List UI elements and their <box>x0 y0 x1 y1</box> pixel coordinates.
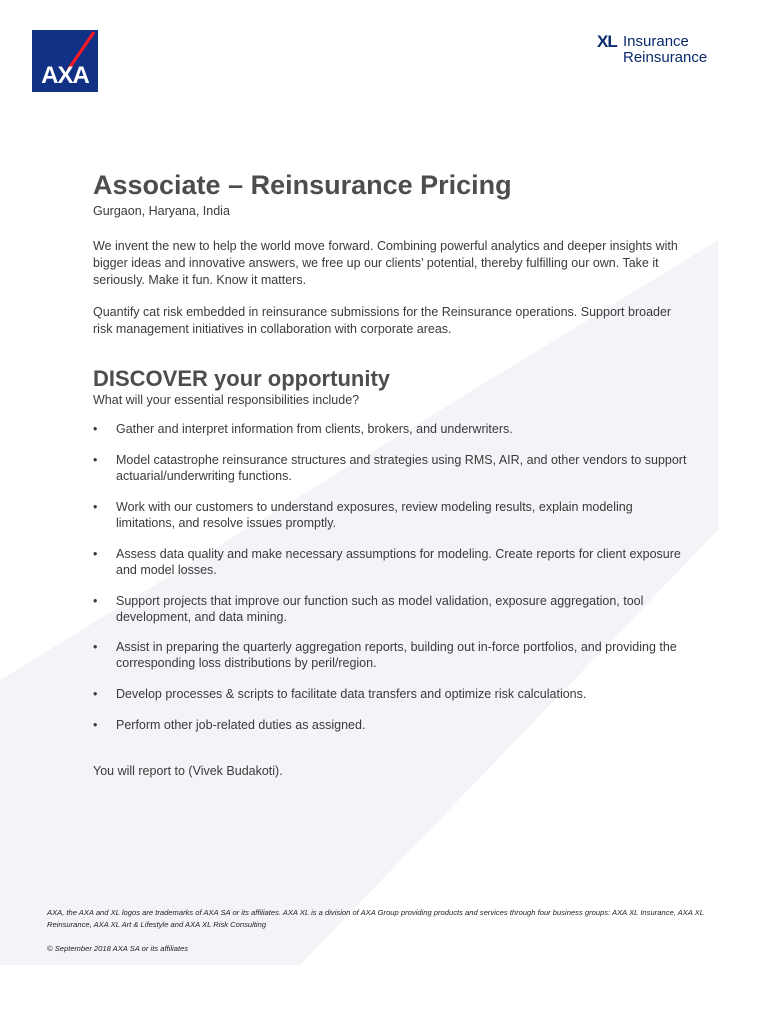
xl-logo-reinsurance: Reinsurance <box>623 49 708 66</box>
reports-to: You will report to (Vivek Budakoti). <box>93 764 283 778</box>
discover-heading: DISCOVER your opportunity <box>93 366 390 391</box>
job-location: Gurgaon, Haryana, India <box>93 204 230 218</box>
list-item: • Assist in preparing the quarterly aggregation reports, building out in-force portfolios, and providing the corresponding loss distributions by peril/region. <box>93 639 693 671</box>
axa-logo <box>32 30 98 92</box>
list-item: • Model catastrophe reinsurance structures and strategies using RMS, AIR, and other vendors to support actuarial/underwriting functions. <box>93 452 693 484</box>
purpose-paragraph: Quantify cat risk embedded in reinsurance submissions for the Reinsurance operations. Support broader risk management initiatives in collaboration with corporate areas. <box>93 305 672 336</box>
axa-logo-text: AXA <box>41 62 89 89</box>
trademark-notice: AXA, the AXA and XL logos are trademarks of AXA SA or its affiliates. AXA XL is a division of AXA Group providing products and services through four business groups: AXA XL Insurance, AXA XL Reinsurance, AXA XL Art & Lifestyle and AXA XL Risk Consulting <box>47 908 704 929</box>
list-item: • Develop processes & scripts to facilitate data transfers and optimize risk calculations. <box>93 686 693 702</box>
responsibilities-question: What will your essential responsibilities include? <box>93 393 360 407</box>
xl-mark: XL <box>597 32 617 51</box>
list-item: • Work with our customers to understand exposures, review modeling results, explain modeling limitations, and resolve issues promptly. <box>93 499 693 531</box>
list-item: • Support projects that improve our function such as model validation, exposure aggregation, tool development, and data mining. <box>93 593 693 625</box>
responsibilities-list <box>93 421 693 733</box>
xl-logo-insurance: Insurance <box>623 33 689 50</box>
list-item: • Assess data quality and make necessary assumptions for modeling. Create reports for client exposure and model losses. <box>93 546 693 578</box>
footer <box>47 907 707 955</box>
list-item: • Perform other job-related duties as assigned. <box>93 717 693 733</box>
job-title: Associate – Reinsurance Pricing <box>93 170 512 200</box>
copyright-notice: © September 2018 AXA SA or its affiliates <box>47 944 189 953</box>
job-posting-content <box>93 168 693 780</box>
list-item: • Gather and interpret information from clients, brokers, and underwriters. <box>93 421 693 437</box>
intro-paragraph: We invent the new to help the world move forward. Combining powerful analytics and deeper insights with bigger ideas and innovative answers, we free up our clients’ potential, thereby fulfilling our own. Take it seriously. Make it fun. Know it matters. <box>93 239 678 287</box>
